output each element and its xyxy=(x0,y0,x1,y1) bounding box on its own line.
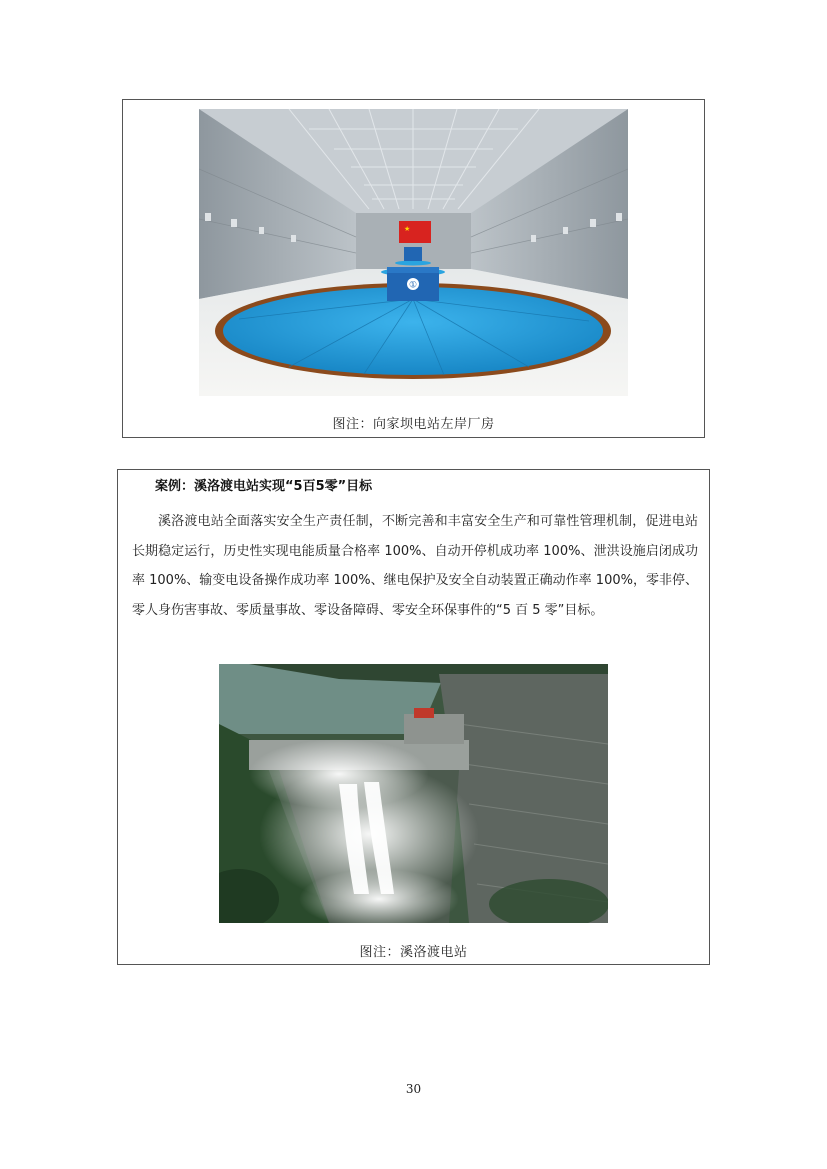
figure-caption: 图注：向家坝电站左岸厂房 xyxy=(332,417,495,432)
photo-plant-hall xyxy=(199,109,628,396)
svg-text:★: ★ xyxy=(404,225,411,233)
case-body-text: 溪洛渡电站全面落实安全生产责任制，不断完善和丰富安全生产和可靠性管理机制，促进电站长期稳定运行，历史性实现电能质量合格率 100%、自动开停机成功率 100%、泄洪设施启闭成功率 100%、输变电设备操作成功率 100%、继电保护及安全自动装置正确动作率 100%，零非停、零人身伤害事故、零质量事故、零设备障碍、零安全环保事件的“5 百 5 零”目标。 xyxy=(132,514,698,618)
unit-number-label: ① xyxy=(408,280,418,291)
case-study-box xyxy=(117,469,710,965)
case-title: 案例：溪洛渡电站实现“5百5零”目标 xyxy=(155,479,373,494)
page-number: 30 xyxy=(405,1082,422,1096)
photo-dam xyxy=(219,664,608,923)
dam-illustration xyxy=(219,664,608,923)
plant-hall-illustration xyxy=(199,109,628,396)
figure-box-plant-hall xyxy=(122,99,705,438)
figure-caption: 图注：溪洛渡电站 xyxy=(359,945,468,960)
